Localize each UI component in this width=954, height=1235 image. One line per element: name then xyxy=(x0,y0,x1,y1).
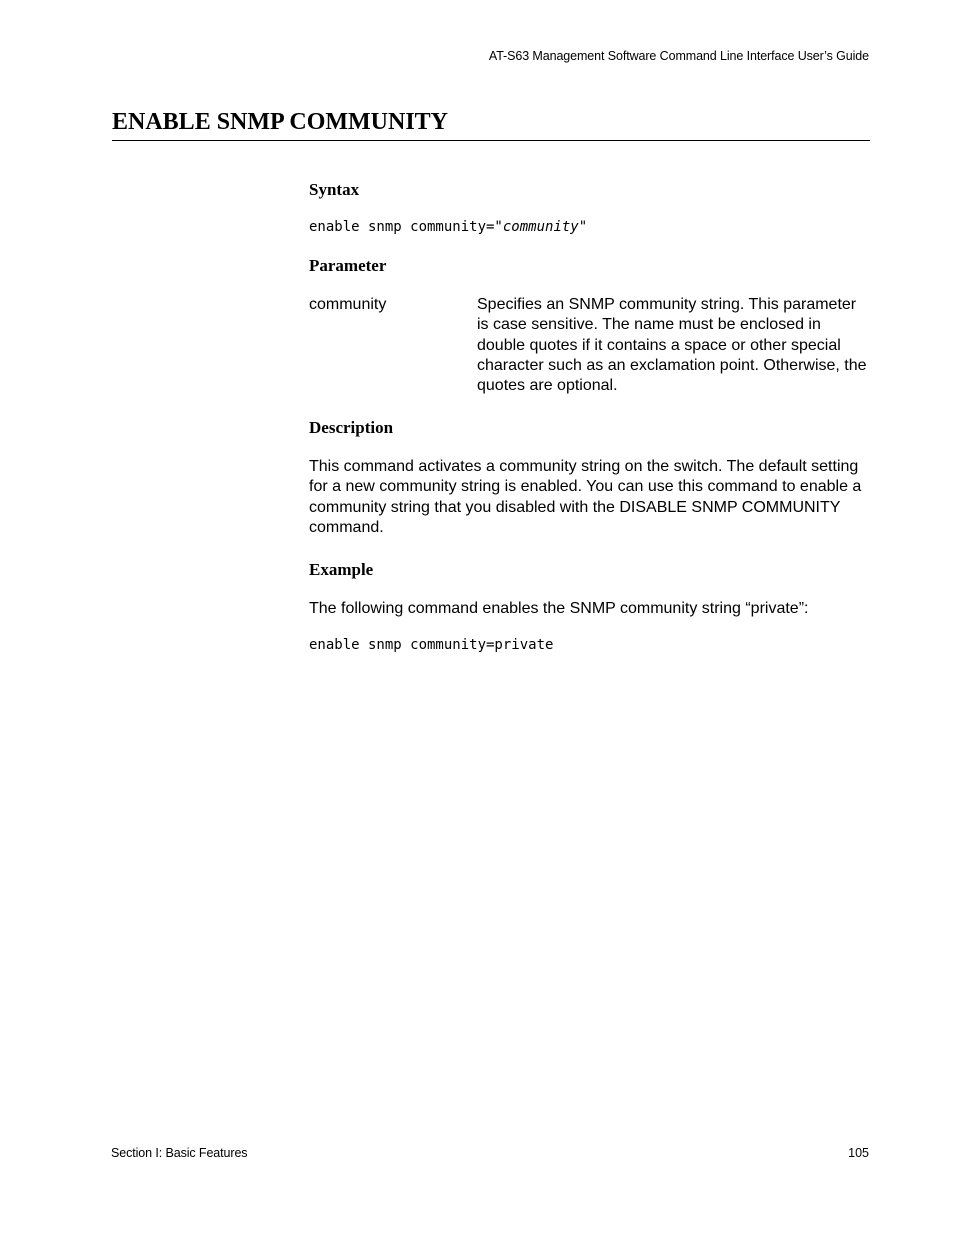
footer-page-number: 105 xyxy=(848,1146,869,1160)
page-title: ENABLE SNMP COMMUNITY xyxy=(112,109,449,135)
running-header: AT-S63 Management Software Command Line Interface User’s Guide xyxy=(488,49,869,63)
parameter-description: Specifies an SNMP community string. This parameter is case sensitive. The name must be enclosed in double quotes if it contains a space or other special character such as an exclamation point. Otherwise, the quotes are optional. xyxy=(477,296,867,395)
syntax-code xyxy=(309,218,587,236)
syntax-code-prefix: enable snmp community=" xyxy=(309,219,503,235)
description-heading: Description xyxy=(309,418,394,437)
example-code: enable snmp community=private xyxy=(309,637,554,653)
description-text: This command activates a community string on the switch. The default setting for a new community string is enabled. You can use this command to enable a community string that you disabled with the DISABLE SNMP COMMUNITY command. xyxy=(309,458,862,536)
footer-section: Section I: Basic Features xyxy=(111,1146,248,1160)
example-intro: The following command enables the SNMP community string “private”: xyxy=(309,600,809,617)
syntax-heading: Syntax xyxy=(309,180,360,199)
parameter-heading: Parameter xyxy=(309,256,387,275)
example-heading: Example xyxy=(309,560,374,579)
title-rule xyxy=(112,140,870,141)
parameter-name: community xyxy=(309,296,387,313)
syntax-code-param: community xyxy=(502,219,579,235)
syntax-code-suffix: " xyxy=(578,219,588,235)
